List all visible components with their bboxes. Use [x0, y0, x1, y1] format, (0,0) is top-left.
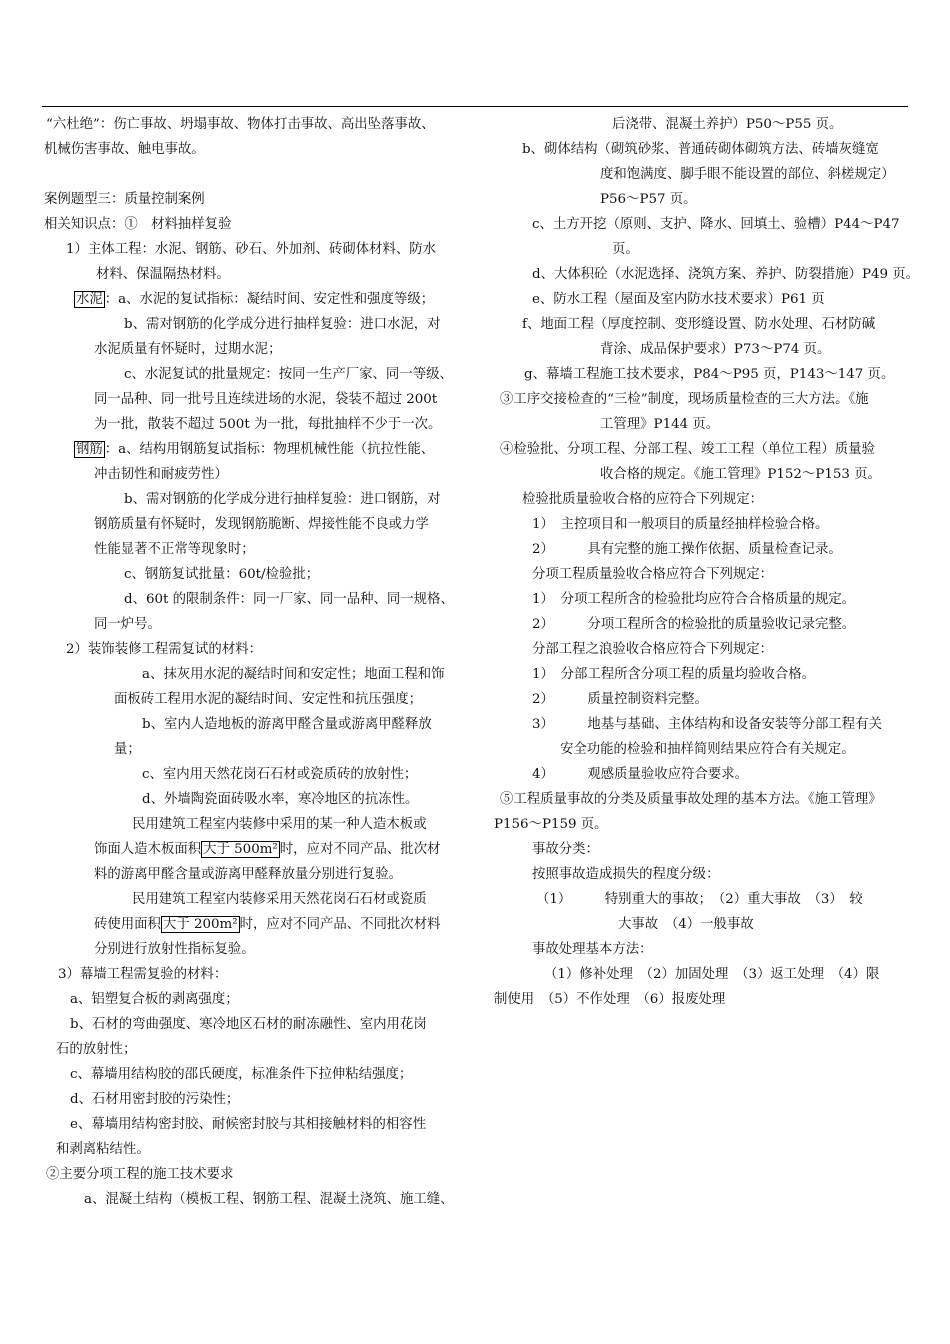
- header-rule: [42, 106, 908, 107]
- text-line: d、外墙陶瓷面砖吸水率，寒冷地区的抗冻性。: [142, 792, 419, 807]
- text-line: 石的放射性；: [56, 1042, 137, 1057]
- text-line: 同一炉号。: [94, 617, 161, 632]
- text-line: 1） 分部工程所含分项工程的质量均验收合格。: [532, 667, 816, 682]
- boxed-term: 水泥: [76, 292, 103, 307]
- text-line: c、土方开挖（原则、支护、降水、回填土、验槽）P44～P47: [532, 217, 900, 232]
- text-line: c、室内用天然花岗石石材或瓷质砖的放射性；: [142, 767, 418, 782]
- text-line: 材料、保温隔热材料。: [96, 267, 230, 282]
- text-line: 1） 主控项目和一般项目的质量经抽样检验合格。: [532, 517, 829, 532]
- text-line: d、石材用密封胶的污染性；: [70, 1092, 240, 1107]
- text-line: 相关知识点：① 材料抽样复验: [44, 217, 232, 232]
- text-line: 1） 分项工程所含的检验批均应符合合格质量的规定。: [532, 592, 856, 607]
- text-line: 钢筋质量有怀疑时，发现钢筋脆断、焊接性能不良或力学: [94, 517, 429, 532]
- text-line: 页。: [612, 242, 639, 257]
- text-line: 为一批，散装不超过 500t 为一批，每批抽样不少于一次。: [94, 417, 442, 432]
- text-fragment: ：a、结构用钢筋复试指标：物理机械性能（抗拉性能、: [104, 442, 435, 457]
- text-line: d、大体积砼（水泥选择、浇筑方案、养护、防裂措施）P49 页。: [532, 267, 920, 282]
- text-line: 度和饱满度、脚手眼不能设置的部位、斜槎规定）: [600, 167, 895, 182]
- text-line: 2） 分项工程所含的检验批的质量验收记录完整。: [532, 617, 856, 632]
- text-line: [44, 287, 462, 312]
- text-line: e、防水工程（屋面及室内防水技术要求）P61 页: [532, 292, 825, 307]
- text-line: f、地面工程（厚度控制、变形缝设置、防水处理、石材防碱: [522, 317, 876, 332]
- text-line: b、室内人造地板的游离甲醛含量或游离甲醛释放: [142, 717, 432, 732]
- text-fragment: 时，应对不同产品、不同批次材料: [239, 917, 441, 932]
- text-line: P156～P159 页。: [494, 817, 608, 832]
- text-line: 料的游离甲醛含量或游离甲醛释放量分别进行复验。: [94, 867, 402, 882]
- text-line: ④检验批、分项工程、分部工程、竣工工程（单位工程）质量验: [500, 442, 875, 457]
- text-line: 量；: [114, 742, 141, 757]
- text-line: 民用建筑工程室内装修中采用的某一种人造木板或: [132, 817, 427, 832]
- text-fragment: 饰面人造木板面积: [94, 842, 202, 857]
- text-line: 分部工程之浪验收合格应符合下列规定：: [532, 642, 774, 657]
- text-line: 制使用 （5）不作处理 （6）报废处理: [494, 992, 726, 1007]
- text-line: 后浇带、混凝土养护）P50～P55 页。: [612, 117, 843, 132]
- text-line: P56～P57 页。: [600, 192, 697, 207]
- text-line: a、混凝土结构（模板工程、钢筋工程、混凝土浇筑、施工缝、: [84, 1192, 454, 1207]
- left-column: [44, 112, 462, 1212]
- text-fragment: 砖使用面积: [94, 917, 161, 932]
- text-line: b、砌体结构（砌筑砂浆、普通砖砌体砌筑方法、砖墙灰缝宽: [522, 142, 879, 157]
- text-line: 2） 质量控制资料完整。: [532, 692, 708, 707]
- text-line: ②主要分项工程的施工技术要求: [46, 1167, 234, 1182]
- text-line: 分项工程质量验收合格应符合下列规定：: [532, 567, 774, 582]
- text-line: （1）修补处理 （2）加固处理 （3）返工处理 （4）限: [544, 967, 880, 982]
- text-line: 水泥质量有怀疑时，过期水泥；: [94, 342, 282, 357]
- text-line: 事故分类：: [532, 842, 599, 857]
- text-line: 机械伤害事故、触电事故。: [44, 142, 205, 157]
- text-line: [44, 912, 462, 937]
- text-line: 2）装饰装修工程需复试的材料：: [66, 642, 262, 657]
- text-line: 1）主体工程：水泥、钢筋、砂石、外加剂、砖砌体材料、防水: [66, 242, 437, 257]
- text-line: 工管理》P144 页。: [600, 417, 720, 432]
- text-line: 和剥离粘结性。: [56, 1142, 150, 1157]
- text-line: d、60t 的限制条件：同一厂家、同一品种、同一规格、: [124, 592, 454, 607]
- text-line: g、幕墙工程施工技术要求，P84～P95 页，P143～147 页。: [524, 367, 895, 382]
- text-line: b、需对钢筋的化学成分进行抽样复验：进口水泥，对: [124, 317, 441, 332]
- text-line: 4） 观感质量验收应符合要求。: [532, 767, 749, 782]
- text-line: e、幕墙用结构密封胶、耐候密封胶与其相接触材料的相容性: [70, 1117, 427, 1132]
- boxed-term: 钢筋: [76, 442, 103, 457]
- text-line: “六杜绝”：伤亡事故、坍塌事故、物体打击事故、高出坠落事故、: [46, 117, 435, 132]
- text-line: 事故处理基本方法：: [532, 942, 653, 957]
- text-line: 背涂、成品保护要求）P73～P74 页。: [600, 342, 831, 357]
- text-line: 性能显著不正常等现象时；: [94, 542, 255, 557]
- text-line: ③工序交接检查的“三检”制度，现场质量检查的三大方法。《施: [500, 392, 869, 407]
- text-line: c、钢筋复试批量：60t/检验批；: [124, 567, 320, 582]
- right-column: [494, 112, 920, 1012]
- text-line: 检验批质量验收合格的应符合下列规定：: [522, 492, 764, 507]
- text-line: ⑤工程质量事故的分类及质量事故处理的基本方法。《施工管理》: [500, 792, 882, 807]
- text-line: 收合格的规定。《施工管理》P152～P153 页。: [600, 467, 881, 482]
- text-line: b、需对钢筋的化学成分进行抽样复验：进口钢筋，对: [124, 492, 441, 507]
- text-line: 冲击韧性和耐疲劳性）: [94, 467, 228, 482]
- text-line: [44, 437, 462, 462]
- text-line: 分别进行放射性指标复验。: [94, 942, 255, 957]
- text-line: a、铝塑复合板的剥离强度；: [70, 992, 239, 1007]
- section-heading: 案例题型三：质量控制案例: [44, 192, 205, 207]
- text-line: b、石材的弯曲强度、寒冷地区石材的耐冻融性、室内用花岗: [70, 1017, 427, 1032]
- text-line: c、水泥复试的批量规定：按同一生产厂家、同一等级、: [124, 367, 453, 382]
- text-line: 3）幕墙工程需复验的材料：: [58, 967, 228, 982]
- boxed-term: 大于 200m²: [162, 917, 238, 932]
- text-line: 2） 具有完整的施工操作依据、质量检查记录。: [532, 542, 842, 557]
- text-line: 安全功能的检验和抽样简则结果应符合有关规定。: [560, 742, 855, 757]
- text-line: a、抹灰用水泥的凝结时间和安定性；地面工程和饰: [142, 667, 445, 682]
- text-fragment: ：a、水泥的复试指标：凝结时间、安定性和强度等级；: [104, 292, 435, 307]
- text-line: 按照事故造成损失的程度分级：: [532, 867, 720, 882]
- text-line: [44, 837, 462, 862]
- text-line: 民用建筑工程室内装修采用天然花岗石石材或瓷质: [132, 892, 427, 907]
- text-line: c、幕墙用结构胶的邵氏硬度，标准条件下拉伸粘结强度；: [70, 1067, 413, 1082]
- text-fragment: 时，应对不同产品、批次材: [279, 842, 441, 857]
- boxed-term: 大于 500m²: [203, 842, 278, 857]
- text-line: 同一品种、同一批号且连续进场的水泥，袋装不超过 200t: [94, 392, 438, 407]
- text-line: （1） 特别重大的事故； （2）重大事故 （3） 较: [536, 892, 863, 907]
- text-line: 大事故 （4）一般事故: [618, 917, 754, 932]
- text-line: 3） 地基与基础、主体结构和设备安装等分部工程有关: [532, 717, 882, 732]
- blank-line: [44, 162, 462, 187]
- text-line: 面板砖工程用水泥的凝结时间、安定性和抗压强度；: [114, 692, 422, 707]
